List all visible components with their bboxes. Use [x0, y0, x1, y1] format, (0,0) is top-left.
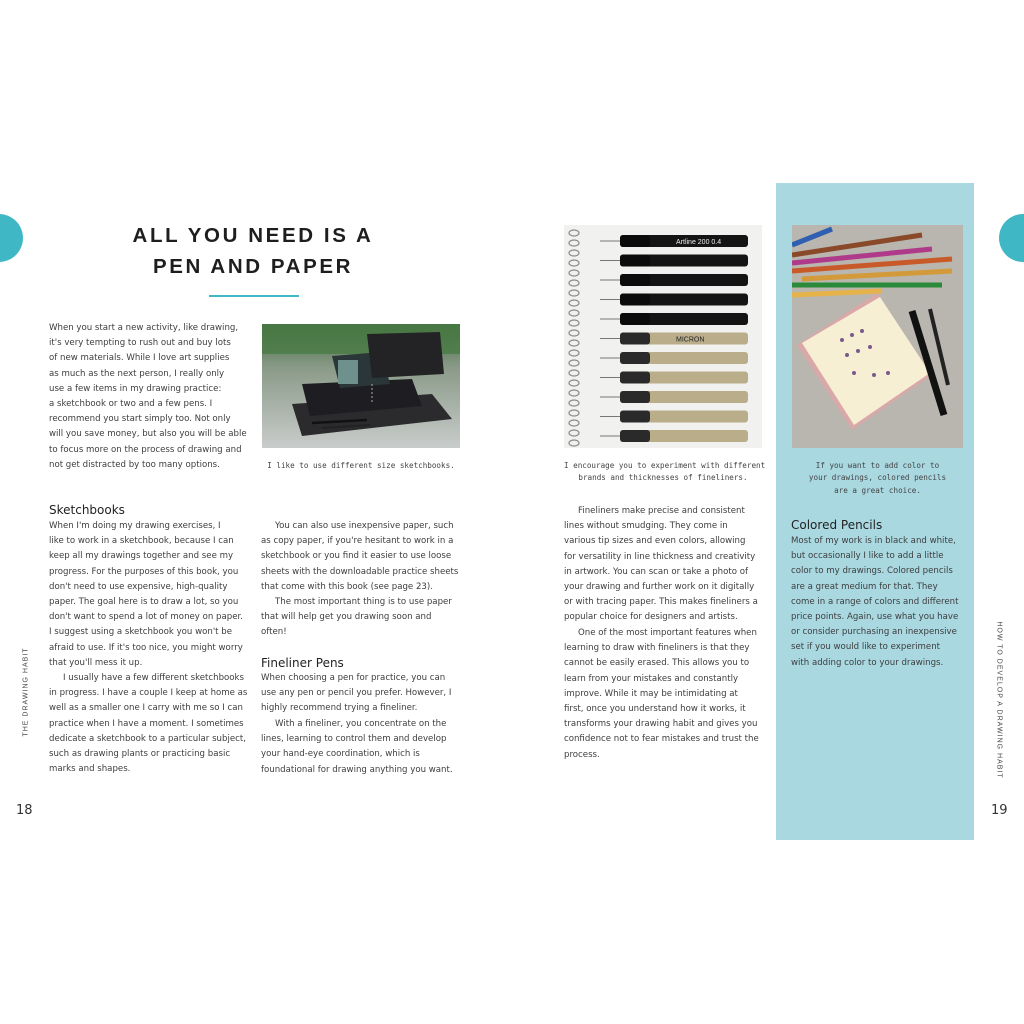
text-line: set if you would like to experiment: [791, 642, 941, 653]
text-line: Fineliners make precise and consistent: [578, 506, 745, 516]
chapter-tab-left: [0, 214, 23, 262]
text-line: lines without smudging. They come in: [564, 521, 728, 532]
text-line: as much as the next person, I really only: [49, 368, 225, 379]
fineliner-pen: [600, 352, 748, 364]
running-head-right: HOW TO DEVELOP A DRAWING HABIT: [995, 621, 1003, 779]
title-line-2: PEN AND PAPER: [152, 255, 354, 278]
colored-pencils-caption-line-3: are a great choice.: [834, 485, 921, 495]
text-line: learning to draw with fineliners is that they: [564, 643, 750, 654]
text-line: When you start a new activity, like drawing,: [49, 323, 239, 333]
text-line: it's very tempting to rush out and buy lots: [49, 338, 231, 349]
text-line: as copy paper, if you're hesitant to work in a: [261, 536, 454, 547]
text-line: You can also use inexpensive paper, such: [275, 521, 454, 531]
text-line: of new materials. While I love art supplies: [49, 353, 230, 364]
text-line: When I'm doing my drawing exercises, I: [49, 521, 221, 531]
fineliner-paragraph: [261, 671, 451, 717]
text-line: first, once you understand how it works, it: [564, 703, 746, 714]
text-line: that you'll mess it up.: [49, 657, 143, 668]
text-line: highly recommend trying a fineliner.: [261, 703, 418, 714]
text-line: are a great medium for that. They: [791, 581, 938, 592]
chapter-tab-right: [999, 214, 1024, 262]
page-number-right: 19: [991, 803, 1008, 818]
text-line: I usually have a few different sketchbooks: [63, 673, 245, 683]
pen-label: Artline 200 0.4: [676, 239, 722, 246]
text-line: your drawing and further work on it digitally: [564, 581, 755, 592]
page-title: [120, 220, 386, 282]
pen-label: MICRON: [676, 336, 705, 344]
colored-pencils-heading: Colored Pencils: [791, 518, 883, 532]
text-line: such as drawing plants or practicing basic: [49, 748, 231, 759]
text-line: not get distracted by too many options.: [49, 459, 220, 470]
text-line: use any pen or pencil you prefer. However, I: [261, 688, 452, 699]
text-line: When choosing a pen for practice, you can: [261, 673, 446, 683]
text-line: like to work in a sketchbook, because I can: [49, 536, 234, 547]
text-line: various tip sizes and even colors, allowing: [564, 536, 746, 547]
text-line: popular choice for designers and artists.: [564, 612, 738, 623]
text-line: transforms your drawing habit and gives you: [564, 719, 758, 730]
colored-pencils-caption: [792, 460, 963, 497]
text-line: learn from your mistakes and constantly: [564, 673, 739, 684]
sketchbooks-photo: [262, 324, 460, 448]
text-line: foundational for drawing anything you want.: [261, 764, 453, 775]
fineliner-pen: [600, 333, 748, 345]
text-line: in progress. I have a couple I keep at home as: [49, 688, 248, 699]
text-line: With a fineliner, you concentrate on the: [275, 719, 447, 729]
fineliner-pen: [600, 411, 748, 423]
text-line: don't want to spend a lot of money on paper.: [49, 612, 243, 623]
fineliner-pen: [600, 372, 748, 384]
fineliners-caption-line-1: I encourage you to experiment with different: [564, 461, 766, 470]
sketchbooks-caption: I like to use different size sketchbooks.: [267, 461, 455, 470]
colored-pencils-paragraph: [791, 534, 958, 671]
text-line: come in a range of colors and different: [791, 596, 959, 607]
text-line: color to my drawings. Colored pencils: [791, 566, 953, 577]
sketchbooks-heading: Sketchbooks: [49, 503, 125, 517]
text-line: for versatility in line thickness and creativity: [564, 551, 756, 562]
fineliners-paragraph-2: [564, 626, 759, 763]
text-line: marks and shapes.: [49, 764, 131, 775]
intro-paragraph: [49, 321, 247, 473]
text-line: or with tracing paper. This makes fineliners a: [564, 597, 758, 608]
colored-pencils-photo: [792, 225, 963, 448]
running-head-left: THE DRAWING HABIT: [22, 647, 30, 737]
text-line: a sketchbook or two and a few pens. I: [49, 398, 213, 409]
text-line: recommend you start simply too. Not only: [49, 414, 231, 425]
colored-pencils-caption-line-1: If you want to add color to: [815, 461, 940, 470]
text-line: use a few items in my drawing practice:: [49, 383, 222, 394]
text-line: often!: [261, 627, 287, 638]
fineliner-pen: [600, 235, 748, 247]
fineliner-heading: Fineliner Pens: [261, 656, 344, 670]
text-line: will you save money, but also you will be able: [49, 429, 247, 440]
text-line: or consider purchasing an inexpensive: [791, 627, 957, 638]
fineliner-paragraph-2: [261, 717, 453, 778]
text-line: improve. While it may be intimidating at: [564, 688, 738, 699]
fineliners-paragraph: [564, 504, 758, 626]
fineliners-caption: [564, 460, 766, 485]
title-line-1: ALL YOU NEED IS A: [132, 224, 374, 247]
text-line: your hand-eye coordination, which is: [261, 749, 420, 760]
text-line: sketchbook or you find it easier to use loose: [261, 551, 452, 562]
fineliner-pen: [600, 391, 748, 403]
text-line: don't need to use expensive, high-quality: [49, 581, 228, 592]
text-line: lines, learning to control them and develop: [261, 734, 447, 745]
text-line: dedicate a sketchbook to a particular subject,: [49, 733, 246, 744]
paper-paragraph: [261, 519, 458, 595]
text-line: but occasionally I like to add a little: [791, 551, 944, 562]
fineliners-photo: [564, 225, 762, 448]
fineliner-pen: [600, 430, 748, 442]
text-line: confidence not to fear mistakes and trust the: [564, 734, 759, 745]
text-line: I suggest using a sketchbook you won't be: [49, 627, 233, 638]
text-line: afraid to use. If it's too nice, you might worry: [49, 642, 243, 653]
text-line: progress. For the purposes of this book, you: [49, 566, 239, 577]
text-line: to focus more on the process of drawing and: [49, 444, 242, 455]
text-line: keep all my drawings together and see my: [49, 551, 234, 562]
text-line: One of the most important features when: [578, 628, 757, 638]
sketchbooks-paragraph: [49, 519, 243, 671]
fineliner-pen: [600, 255, 748, 267]
text-line: that will help get you drawing soon and: [261, 612, 432, 623]
paper-paragraph-2: [261, 595, 452, 641]
text-line: process.: [564, 749, 600, 760]
title-underline: [209, 295, 299, 297]
fineliner-pen: [600, 294, 748, 306]
text-line: well as a smaller one I carry with me so I can: [49, 703, 243, 714]
fineliner-pen: [600, 313, 748, 325]
text-line: with adding color to your drawings.: [791, 657, 944, 668]
text-line: price points. Again, use what you have: [791, 611, 959, 622]
text-line: The most important thing is to use paper: [275, 597, 452, 607]
text-line: cannot be easily erased. This allows you to: [564, 658, 750, 669]
colored-pencils-caption-line-2: your drawings, colored pencils: [808, 473, 947, 483]
text-line: in artwork. You can scan or take a photo of: [564, 566, 749, 577]
text-line: Most of my work is in black and white,: [791, 536, 956, 546]
fineliners-caption-line-2: brands and thicknesses of fineliners.: [578, 473, 748, 483]
sketchbooks-paragraph-2: [49, 671, 247, 777]
text-line: sheets with the downloadable practice sheets: [261, 566, 459, 577]
fineliner-pen: [600, 274, 748, 286]
text-line: practice when I have a moment. I sometimes: [49, 718, 244, 729]
page-number-left: 18: [16, 803, 33, 818]
text-line: paper. The goal here is to draw a lot, so you: [49, 596, 239, 607]
text-line: that come with this book (see page 23).: [261, 581, 433, 592]
